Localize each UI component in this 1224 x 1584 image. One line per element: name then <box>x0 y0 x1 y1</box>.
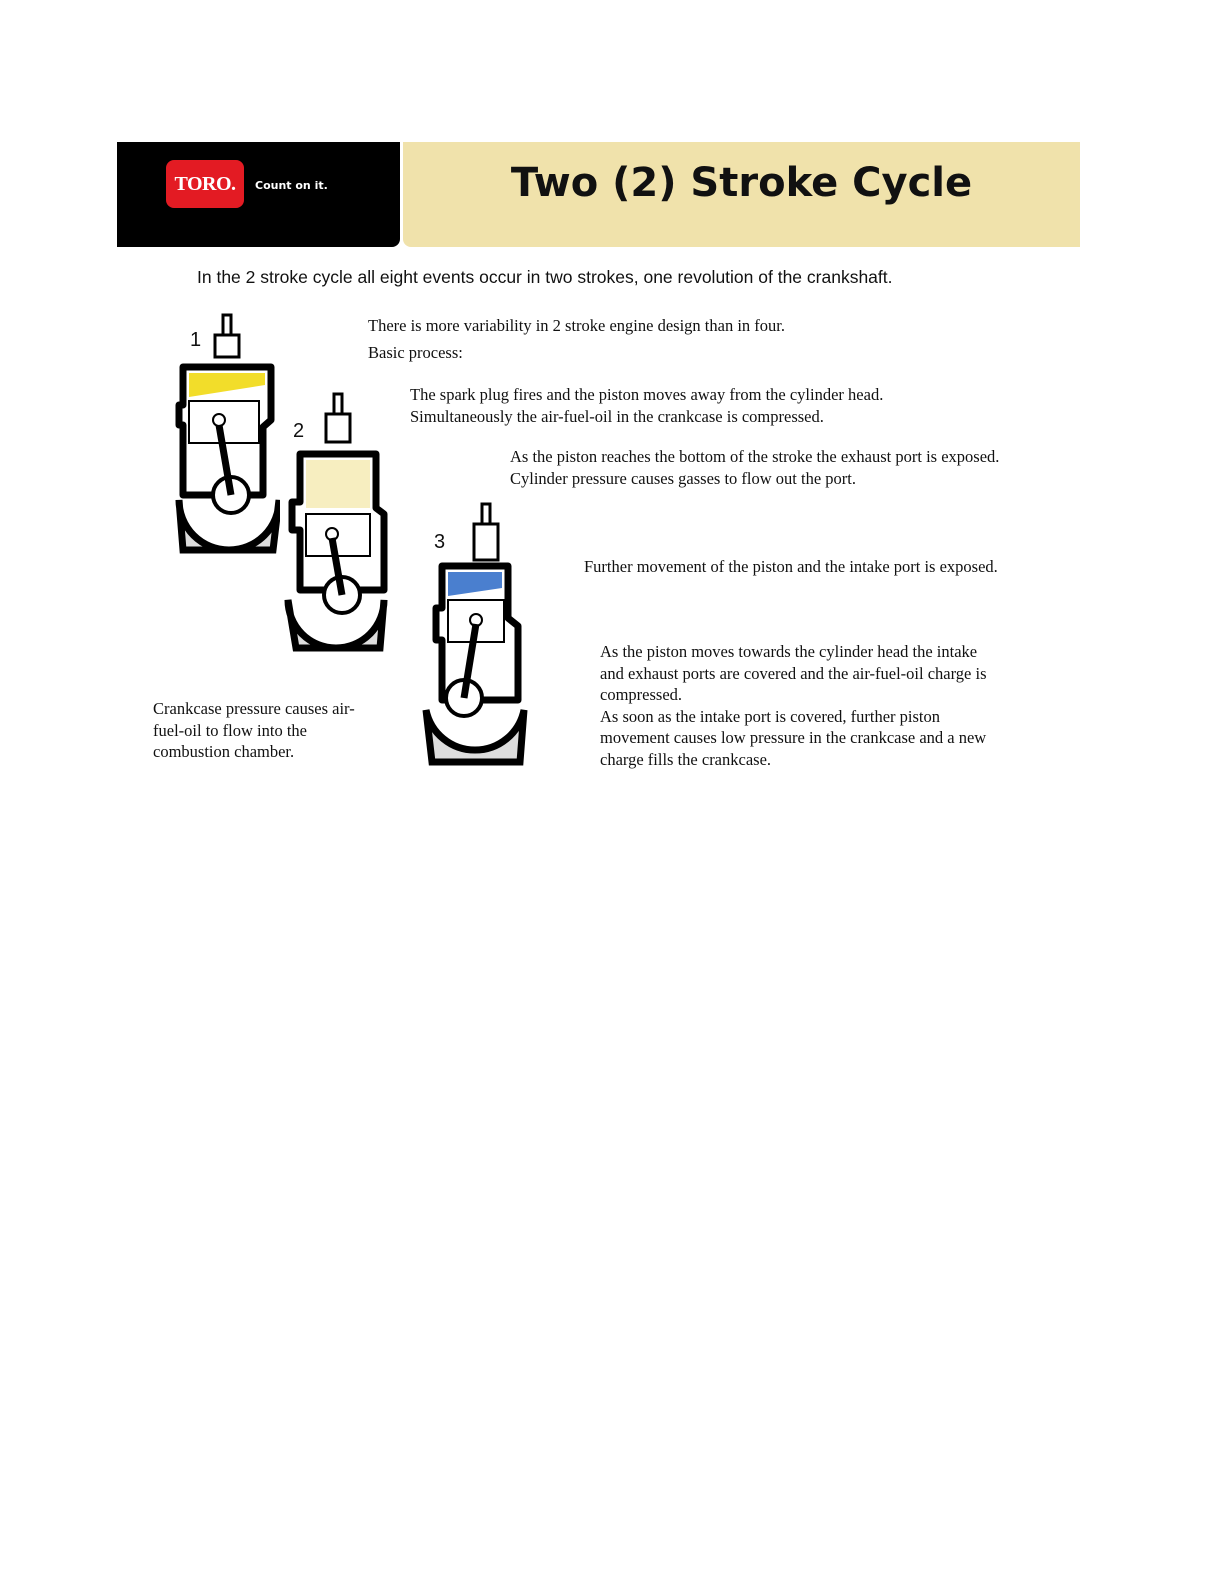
intro-text: In the 2 stroke cycle all eight events occur in two strokes, one revolution of the crankshaft. <box>197 267 893 287</box>
engine-diagram-3 <box>420 500 530 775</box>
crankcase-line-1: Crankcase pressure causes air- <box>153 699 355 718</box>
variability-line: There is more variability in 2 stroke engine design than in four. <box>368 316 785 335</box>
compression-step-line-4: As soon as the intake port is covered, further piston <box>600 706 941 726</box>
page-title: Two (2) Stroke Cycle <box>510 160 973 206</box>
exhaust-step-line-2: Cylinder pressure causes gasses to flow out the port. <box>510 468 856 488</box>
spark-step-line-2: Simultaneously the air-fuel-oil in the crankcase is compressed. <box>410 406 824 426</box>
compression-step-text <box>600 641 987 770</box>
tagline: Count on it. <box>255 179 328 192</box>
spark-step-line-1: The spark plug fires and the piston moves away from the cylinder head. <box>410 385 884 404</box>
crankcase-line-2: fuel-oil to flow into the <box>153 720 307 740</box>
combustion-chamber-2 <box>306 460 370 508</box>
header-title-band <box>403 142 1080 247</box>
figure-3-label: 3 <box>434 531 446 553</box>
exhaust-step-line-1: As the piston reaches the bottom of the stroke the exhaust port is exposed. <box>510 447 1000 466</box>
exhaust-step-text <box>510 446 999 489</box>
figure-2-label: 2 <box>293 420 305 442</box>
compression-step-line-1: As the piston moves towards the cylinder head the intake <box>600 642 978 661</box>
variability-text <box>368 315 785 363</box>
basic-process-line: Basic process: <box>368 342 463 362</box>
header-logo-panel <box>117 142 400 247</box>
compression-step-line-3: compressed. <box>600 685 683 704</box>
compression-step-line-5: movement causes low pressure in the crankcase and a new <box>600 728 987 747</box>
intake-step-line: Further movement of the piston and the intake port is exposed. <box>584 557 998 576</box>
compression-step-line-6: charge fills the crankcase. <box>600 749 772 769</box>
engine-diagram-2 <box>282 390 392 660</box>
intake-step-text <box>584 556 998 578</box>
compression-step-line-2: and exhaust ports are covered and the air-fuel-oil charge is <box>600 663 987 683</box>
crankcase-text <box>153 698 355 763</box>
figure-1-label: 1 <box>190 329 202 351</box>
toro-logo: TORO. <box>166 160 244 208</box>
spark-step-text <box>410 384 883 427</box>
crankcase-line-3: combustion chamber. <box>153 742 295 761</box>
engine-diagram-1 <box>165 305 280 565</box>
